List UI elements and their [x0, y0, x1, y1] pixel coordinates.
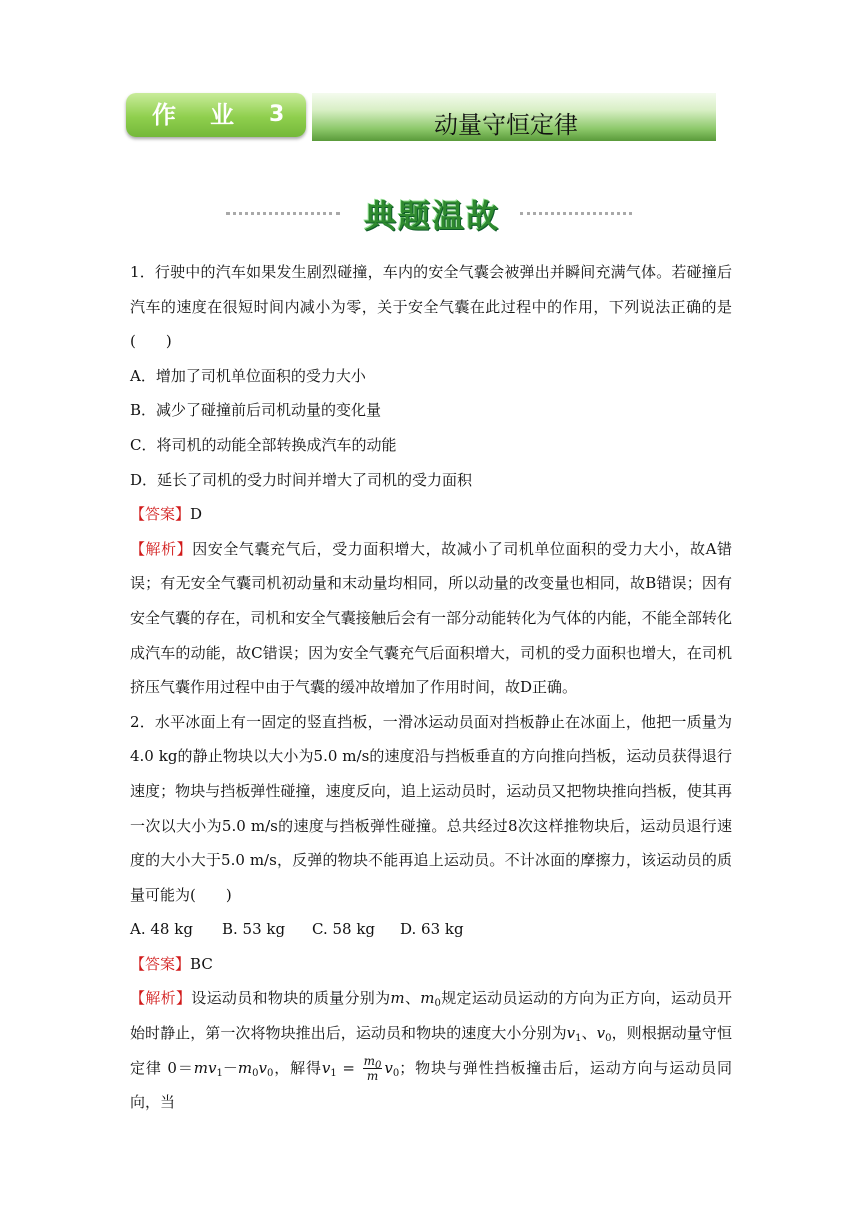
math-m: m [390, 989, 405, 1008]
assignment-header [126, 93, 716, 141]
assignment-tab [126, 93, 306, 137]
math-v0: v [596, 1024, 606, 1043]
fraction-numerator [363, 1054, 383, 1072]
question-2-stem: 2．水平冰面上有一固定的竖直挡板，一滑冰运动员面对挡板静止在冰面上，他把一质量为4.0 kg的静止物块以大小为5.0 m/s的速度沿与挡板垂直的方向推向挡板，运动员获得退行速度；物块与挡板弹性碰撞，速度反向，追上运动员时，运动员又把物块推向挡板，使其再一次以大小为5.0 m/s的速度与挡板弹性碰撞。总共经过8次这样推物块后，运动员退行速度的大小大于5.0 m/s，反弹的物块不能再追上运动员。不计冰面的摩擦力，该运动员的质量可能为( ) [130, 712, 732, 904]
question-2-analysis [130, 981, 732, 1119]
math-subscript: 1 [330, 1067, 337, 1079]
math-m0: m [420, 989, 435, 1008]
analysis-text: ；物块与弹性挡板撞击后，运动方向与运动员同向，当 [130, 1058, 732, 1112]
math-subscript: 0 [392, 1067, 400, 1079]
assignment-number: 3 [269, 102, 287, 127]
question-1-answer [130, 497, 732, 532]
dotted-divider-right [520, 212, 632, 215]
section-heading [226, 193, 632, 235]
analysis-text: ，解得 [273, 1058, 322, 1077]
analysis-tag: 【解析】 [130, 989, 192, 1008]
document-body [130, 255, 732, 1120]
math-operator: = [336, 1058, 361, 1077]
math-fraction [363, 1054, 383, 1083]
math-v1: v [566, 1024, 576, 1043]
question-1-option-c: C．将司机的动能全部转换成汽车的动能 [130, 435, 397, 454]
math-term: mv [193, 1058, 217, 1077]
question-2-option-d: D. 63 kg [400, 920, 464, 939]
math-subscript: 0 [434, 998, 441, 1010]
question-2-option-b: B. 53 kg [222, 920, 286, 939]
analysis-text: 、 [404, 989, 421, 1008]
title-bar [312, 93, 716, 141]
analysis-text: 、 [581, 1024, 597, 1043]
analysis-text: 规定运动员运动的方向为正方向，运动员开始时静止，第一次将物块推出后，运动员和物块的速度大小分别为 [130, 989, 732, 1043]
question-1-option-a: A．增加了司机单位面积的受力大小 [130, 366, 366, 385]
question-2-option-a: A. 48 kg [130, 920, 193, 939]
analysis-tag: 【解析】 [130, 539, 193, 558]
analysis-text: ，则根据动量守恒定律 0＝ [130, 1024, 732, 1077]
question-1-stem: 1．行驶中的汽车如果发生剧烈碰撞，车内的安全气囊会被弹出并瞬间充满气体。若碰撞后汽车的速度在很短时间内减小为零，关于安全气囊在此过程中的作用，下列说法正确的是( ) [130, 263, 732, 351]
math-term: v [321, 1058, 331, 1077]
math-subscript: 1 [216, 1067, 223, 1079]
analysis-text: 设运动员和物块的质量分别为 [191, 989, 391, 1008]
question-2-answer [130, 947, 732, 982]
fraction-denominator: m [366, 1069, 379, 1084]
math-operator: － [222, 1058, 238, 1077]
math-subscript: 1 [575, 1033, 582, 1045]
section-title: 典题温故 [363, 197, 500, 235]
math-subscript: 0 [375, 1060, 382, 1072]
question-1-analysis [130, 532, 732, 705]
math-subscript: 0 [252, 1067, 259, 1079]
tab-word-1: 作 [152, 101, 178, 129]
math-term: m [363, 1054, 376, 1069]
question-2-option-c: C. 58 kg [312, 920, 376, 939]
chapter-title: 动量守恒定律 [434, 111, 578, 139]
answer-value: D [190, 505, 203, 524]
math-subscript: 0 [266, 1067, 274, 1079]
analysis-text: 因安全气囊充气后，受力面积增大，故减小了司机单位面积的受力大小，故A错误；有无安全气囊司机初动量和末动量均相同，所以动量的改变量也相同，故B错误；因有安全气囊的存在，司机和安全气囊接触后会有一部分动能转化为气体的内能，不能全部转化成汽车的动能，故C错误；因为安全气囊充气后面积增大，司机的受力面积也增大，在司机挤压气囊作用过程中由于气囊的缓冲故增加了作用时间，故D正确。 [130, 539, 732, 697]
answer-tag: 【答案】 [130, 505, 191, 524]
math-subscript: 0 [605, 1033, 612, 1045]
dotted-divider-left [226, 212, 340, 215]
math-term: v [384, 1058, 393, 1077]
tab-word-2: 业 [210, 101, 236, 129]
question-1-option-d: D．延长了司机的受力时间并增大了司机的受力面积 [130, 470, 473, 489]
math-term: m [237, 1058, 253, 1077]
question-2-options [130, 912, 732, 947]
answer-tag: 【答案】 [130, 954, 191, 973]
answer-value: BC [190, 954, 213, 973]
math-term: v [258, 1058, 267, 1077]
question-1-option-b: B．减少了碰撞前后司机动量的变化量 [130, 401, 382, 420]
